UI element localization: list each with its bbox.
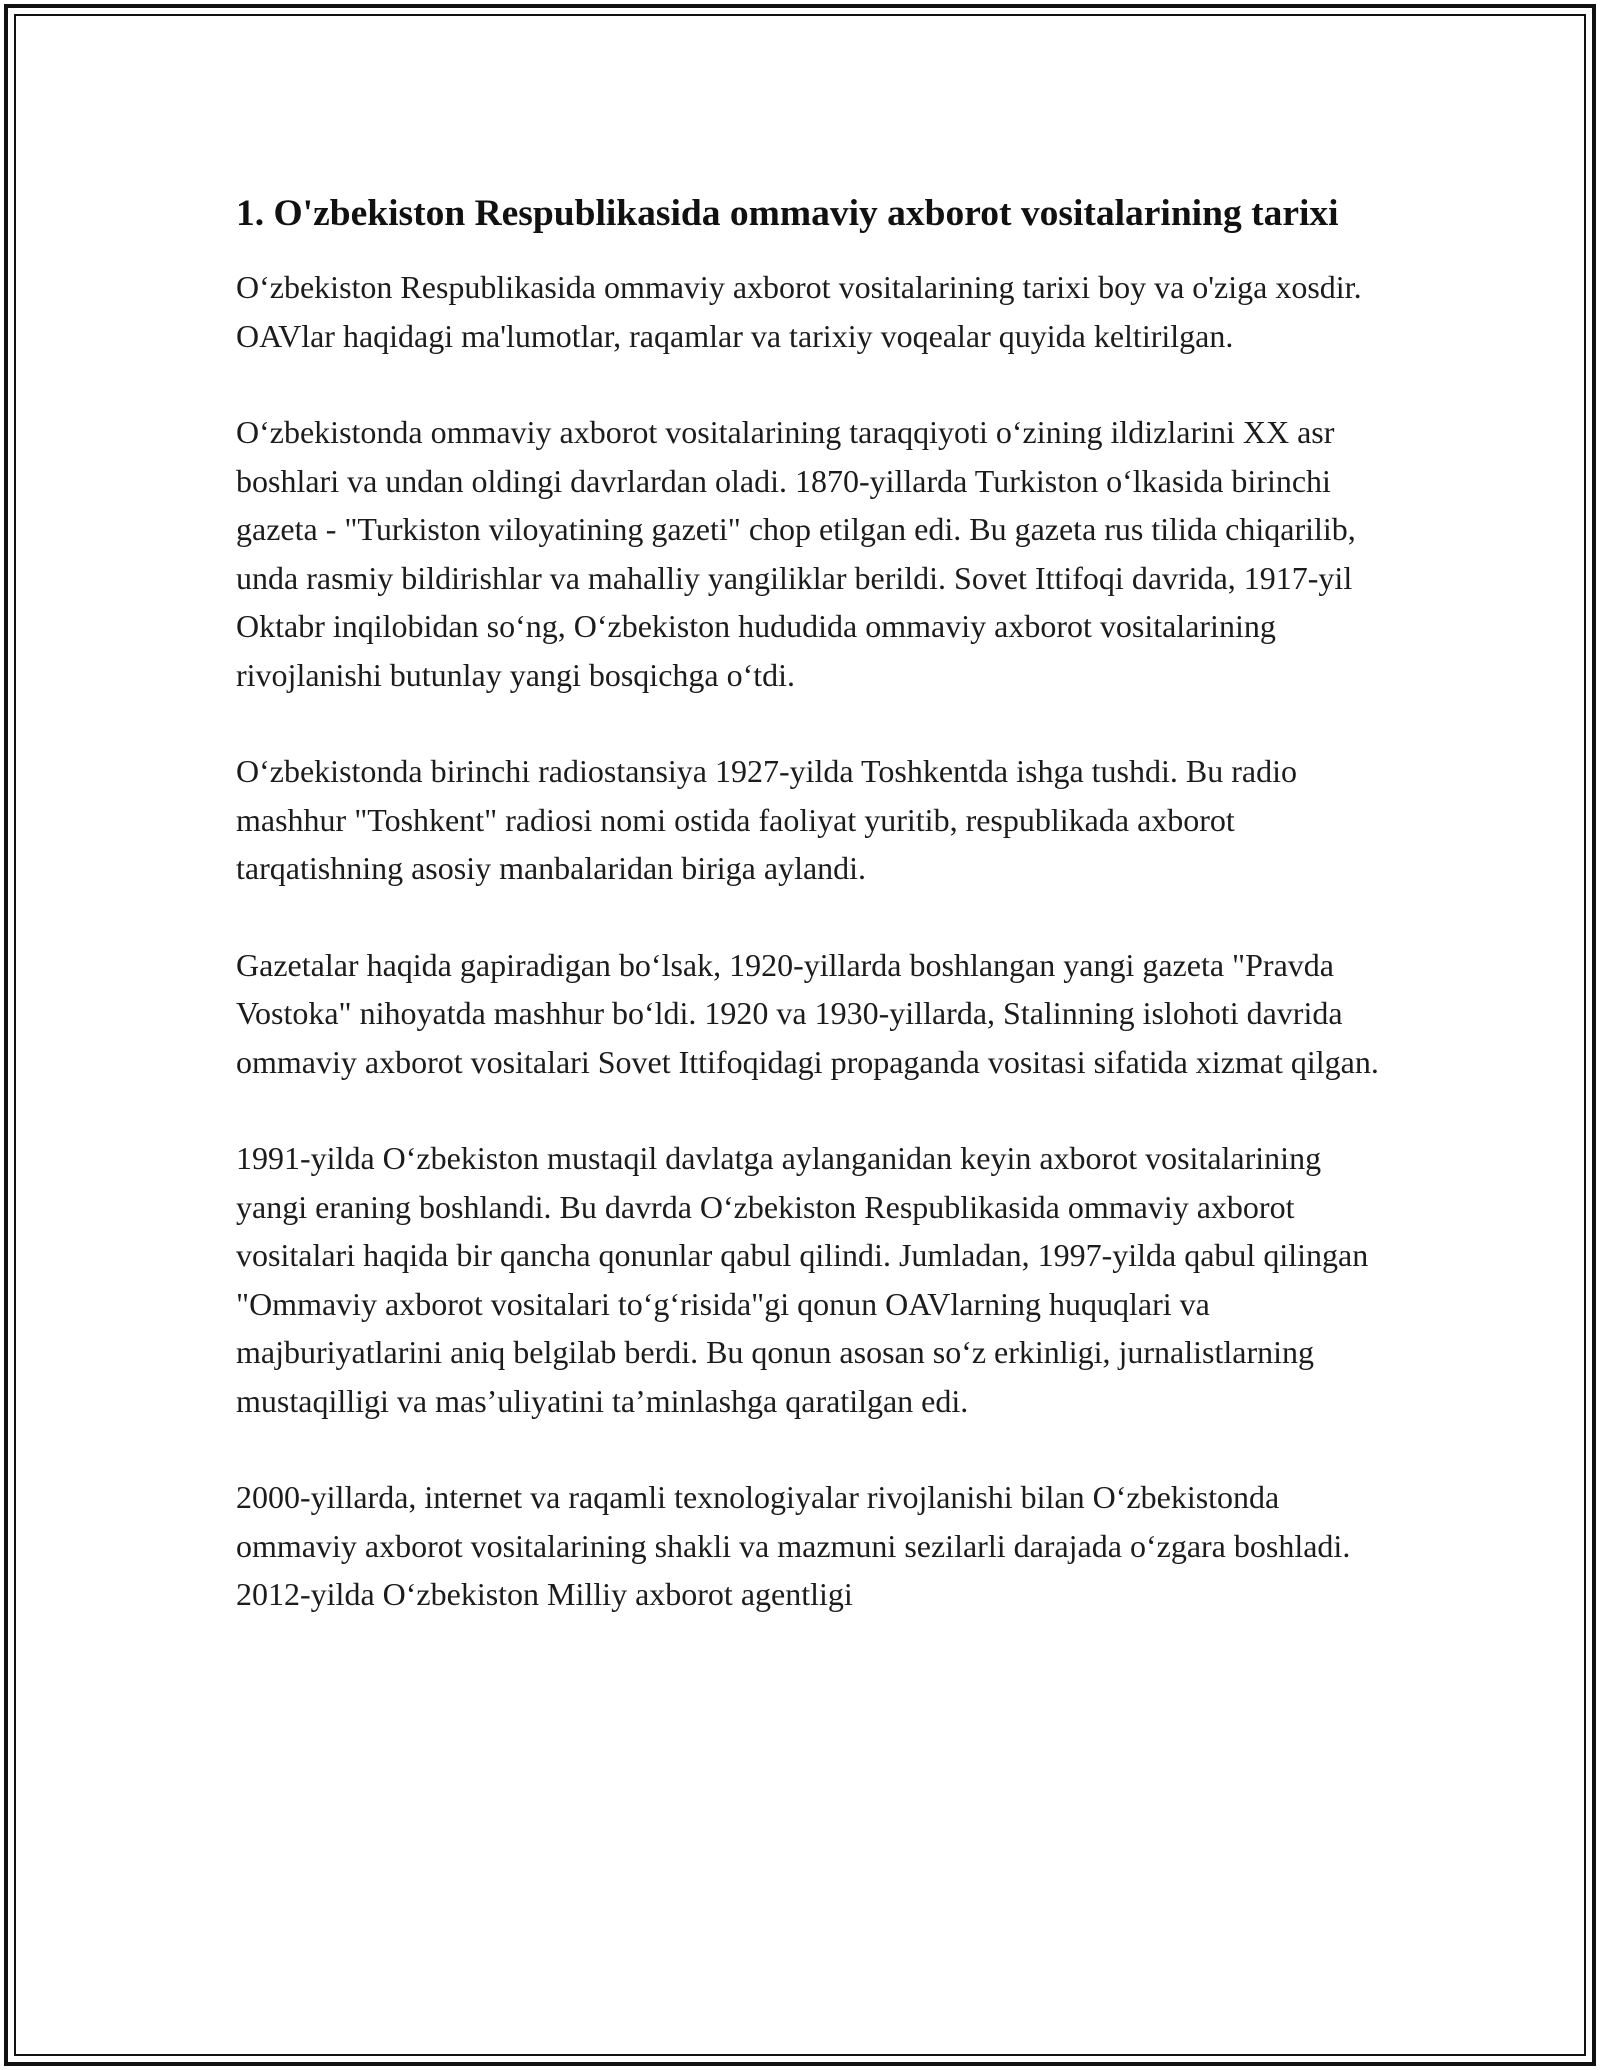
document-body xyxy=(236,186,1386,1667)
paragraph-intro: O‘zbekiston Respublikasida ommaviy axborot vositalarining tarixi boy va o'ziga xosdir. OAVlar haqidagi ma'lumotlar, raqamlar va tarixiy voqealar quyida keltirilgan. xyxy=(236,269,1362,354)
paragraph-origins: O‘zbekistonda ommaviy axborot vositalarining taraqqiyoti o‘zining ildizlarini XX asr boshlari va undan oldingi davrlardan oladi. 1870-yillarda Turkiston o‘lkasida birinchi gazeta - "Turkiston viloyatining gazeti" chop etilgan edi. Bu gazeta rus tilida chiqarilib, unda rasmiy bildirishlar va mahalliy yangiliklar berildi. Sovet Ittifoqi davrida, 1917-yil Oktabr inqilobidan so‘ng, O‘zbekiston hududida ommaviy axborot vositalarining rivojlanishi butunlay yangi bosqichga o‘tdi. xyxy=(236,414,1356,693)
document-title: 1. O'zbekiston Respublikasida ommaviy axborot vositalarining tarixi xyxy=(236,193,1339,234)
paragraph-independence: 1991-yilda O‘zbekiston mustaqil davlatga aylanganidan keyin axborot vositalarining yangi eraning boshlandi. Bu davrda O‘zbekiston Respublikasida ommaviy axborot vositalari haqida bir qancha qonunlar qabul qilindi. Jumladan, 1997-yilda qabul qilingan "Ommaviy axborot vositalari to‘g‘risida"gi qonun OAVlarning huquqlari va majburiyatlarini aniq belgilab berdi. Bu qonun asosan so‘z erkinligi, jurnalistlarning mustaqilligi va mas’uliyatini ta’minlashga qaratilgan edi. xyxy=(236,1140,1369,1419)
paragraph-radio: O‘zbekistonda birinchi radiostansiya 1927-yilda Toshkentda ishga tushdi. Bu radio mashhur "Toshkent" radiosi nomi ostida faoliyat yuritib, respublikada axborot tarqatishning asosiy manbalaridan biriga aylandi. xyxy=(236,753,1297,886)
paragraph-newspapers: Gazetalar haqida gapiradigan bo‘lsak, 1920-yillarda boshlangan yangi gazeta "Pravda Vostoka" nihoyatda mashhur bo‘ldi. 1920 va 1930-yillarda, Stalinning islohoti davrida ommaviy axborot vositalari Sovet Ittifoqidagi propaganda vositasi sifatida xizmat qilgan. xyxy=(236,946,1379,1080)
paragraph-digital-era: 2000-yillarda, internet va raqamli texnologiyalar rivojlanishi bilan O‘zbekistonda ommaviy axborot vositalarining shakli va mazmuni sezilarli darajada o‘zgara boshladi. 2012-yilda O‘zbekiston Milliy axborot agentligi xyxy=(236,1479,1351,1612)
